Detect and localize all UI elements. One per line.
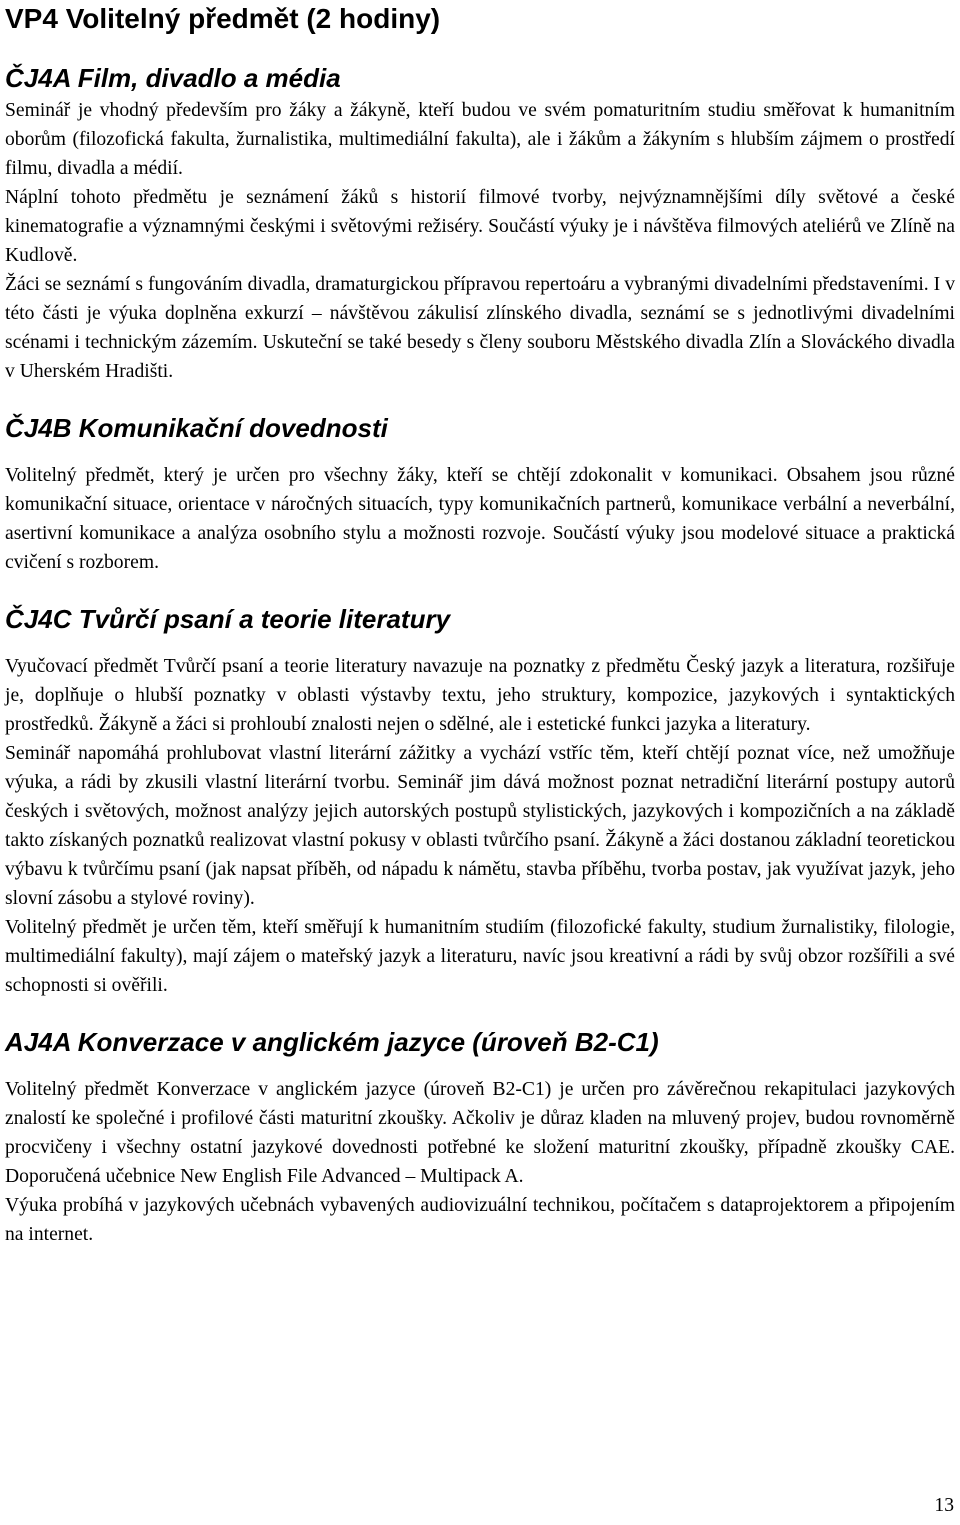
cj4c-paragraph: Seminář napomáhá prohlubovat vlastní literární zážitky a vychází vstříc těm, kteří chtějí poznat více, než umožňuje výuka, a rádi by zkusili vlastní literární tvorbu. Seminář jim dává možnost poznat netradiční literární postupy autorů českých i světových, možnost analýzy jejich autorských postupů stylistických, jazykových i kompozičních a na základě takto získaných poznatků realizovat vlastní pokusy v oblasti tvůrčího psaní. Žákyně a žáci dostanou základní teoretickou výbavu k tvůrčímu psaní (jak napsat příběh, od nápadu k námětu, stavba příběhu, tvorba postav, jak využívat jazyk, jeho slovní zásobu a stylové roviny).	[5, 743, 955, 909]
cj4c-paragraph: Vyučovací předmět Tvůrčí psaní a teorie literatury navazuje na poznatky z předmětu Český jazyk a literatura, rozšiřuje je, doplňuje o hlubší poznatky v oblasti výstavby textu, jeho struktury, kompozice, jazykových i syntaktických prostředků. Žákyně a žáci si prohloubí znalosti nejen o sdělné, ale i estetické funkci jazyka a literatury.	[5, 656, 955, 735]
cj4a-paragraph: Náplní tohoto předmětu je seznámení žáků s historií filmové tvorby, nejvýznamnějšími díly světové a české kinematografie a významnými českými i světovými režiséry. Součástí výuky je i návštěva filmových ateliérů ve Zlíně na Kudlově.	[5, 187, 955, 266]
section-heading-cj4b: ČJ4B Komunikační dovednosti	[5, 413, 388, 443]
document-title: VP4 Volitelný předmět (2 hodiny)	[5, 3, 441, 34]
cj4a-paragraph: Seminář je vhodný především pro žáky a žákyně, kteří budou ve svém pomaturitním studiu směřovat k humanitním oborům (filozofická fakulta, žurnalistika, multimediální fakulta), ale i žákům a žákyním s hlubším zájmem o prostředí filmu, divadla a médií.	[5, 100, 955, 179]
aj4a-paragraph: Výuka probíhá v jazykových učebnách vybavených audiovizuální technikou, počítačem s dataprojektorem a připojením na internet.	[5, 1195, 955, 1245]
cj4a-paragraph: Žáci se seznámí s fungováním divadla, dramaturgickou přípravou repertoáru a vybranými divadelními představeními. I v této části je výuka doplněna exkurzí – návštěvou zákulisí zlínského divadla, seznámí se s jednotlivými divadelními scénami i technickým zázemím. Uskuteční se také besedy s členy souboru Městského divadla Zlín a Slováckého divadla v Uherském Hradišti.	[5, 274, 955, 382]
cj4c-paragraph: Volitelný předmět je určen těm, kteří směřují k humanitním studiím (filozofické fakulty, studium žurnalistiky, filologie, multimediální fakulty), mají zájem o mateřský jazyk a literaturu, navíc jsou kreativní a rádi by svůj obzor rozšířili a své schopnosti si ověřili.	[5, 917, 955, 996]
section-heading-cj4c: ČJ4C Tvůrčí psaní a teorie literatury	[5, 604, 451, 634]
section-heading-cj4a: ČJ4A Film, divadlo a média	[5, 63, 341, 93]
section-heading-aj4a: AJ4A Konverzace v anglickém jazyce (úroveň B2-C1)	[5, 1027, 659, 1057]
page-number: 13	[934, 1495, 954, 1516]
cj4b-paragraph: Volitelný předmět, který je určen pro všechny žáky, kteří se chtějí zdokonalit v komunikaci. Obsahem jsou různé komunikační situace, orientace v náročných situacích, typy komunikačních partnerů, komunikace verbální a neverbální, asertivní komunikace a analýza osobního stylu a možnosti rozvoje. Součástí výuky jsou modelové situace a praktická cvičení s rozborem.	[5, 465, 955, 573]
aj4a-paragraph: Volitelný předmět Konverzace v anglickém jazyce (úroveň B2-C1) je určen pro závěrečnou rekapitulaci jazykových znalostí ke společné i profilové části maturitní zkoušky. Ačkoliv je důraz kladen na mluvený projev, budou rovnoměrně procvičeny i všechny ostatní jazykové dovednosti potřebné ke složení maturitní zkoušky, případně zkoušky CAE. Doporučená učebnice New English File Advanced – Multipack A.	[5, 1079, 955, 1187]
document-page	[5, 0, 955, 1249]
